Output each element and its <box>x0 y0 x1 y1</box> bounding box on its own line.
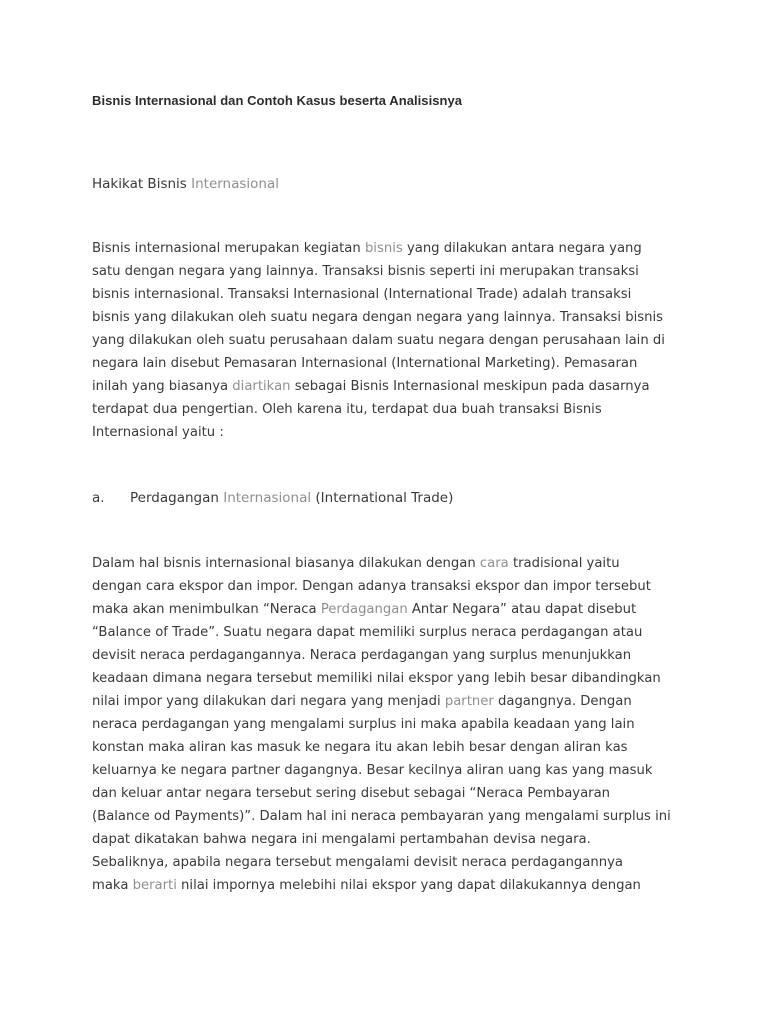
line-text-end: yang dilakukan antara negara yang <box>402 241 642 256</box>
line-text: dan keluar antar negara tersebut sering disebut sebagai “Neraca Pembayaran <box>92 786 611 801</box>
line-text: Internasional yaitu : <box>92 425 224 440</box>
intro-line <box>92 260 692 283</box>
line-text-end: sebagai Bisnis Internasional meskipun pada dasarnya <box>290 379 650 394</box>
inline-link[interactable]: Perdagangan <box>320 602 408 617</box>
intro-line <box>92 329 692 352</box>
inline-link[interactable]: partner <box>444 694 494 709</box>
line-text: neraca perdagangan yang mengalami surplus ini maka apabila keadaan yang lain <box>92 717 635 732</box>
trade-line <box>92 782 692 805</box>
line-text-end: Antar Negara” atau dapat disebut <box>407 602 637 617</box>
paragraph-intro <box>92 237 692 444</box>
trade-line <box>92 851 692 874</box>
list-item-link[interactable]: Internasional <box>223 490 312 506</box>
paragraph-trade <box>92 552 692 897</box>
intro-line <box>92 306 692 329</box>
line-text: keadaan dimana negara tersebut memiliki nilai ekspor yang lebih besar dibandingkan <box>92 671 661 686</box>
line-text-end: dagangnya. Dengan <box>493 694 632 709</box>
intro-line <box>92 352 692 375</box>
trade-line <box>92 736 692 759</box>
document-title: Bisnis Internasional dan Contoh Kasus beserta Analisisnya <box>92 93 463 108</box>
line-text: dapat dikatakan bahwa negara ini mengalami pertambahan devisa negara. <box>92 832 591 847</box>
inline-link[interactable]: bisnis <box>364 241 403 256</box>
intro-line <box>92 421 692 444</box>
line-text: dengan cara ekspor dan impor. Dengan adanya transaksi ekspor dan impor tersebut <box>92 579 651 594</box>
trade-line <box>92 644 692 667</box>
intro-line <box>92 398 692 421</box>
line-text: maka <box>92 878 133 893</box>
trade-line <box>92 575 692 598</box>
inline-link[interactable]: cara <box>479 556 509 571</box>
line-text: “Balance of Trade”. Suatu negara dapat memiliki surplus neraca perdagangan atau <box>92 625 643 640</box>
heading-text: Hakikat Bisnis <box>92 176 192 192</box>
section-heading <box>92 176 279 192</box>
line-text: Sebaliknya, apabila negara tersebut mengalami devisit neraca perdagangannya <box>92 855 623 870</box>
line-text: maka akan menimbulkan “Neraca <box>92 602 321 617</box>
trade-line <box>92 828 692 851</box>
inline-link[interactable]: berarti <box>132 878 177 893</box>
trade-line <box>92 874 692 897</box>
line-text: bisnis yang dilakukan oleh suatu negara dengan negara yang lainnya. Transaksi bisnis <box>92 310 664 325</box>
intro-line <box>92 375 692 398</box>
line-text-end: nilai impornya melebihi nilai ekspor yang dapat dilakukannya dengan <box>176 878 641 893</box>
trade-line <box>92 552 692 575</box>
line-text: Bisnis internasional merupakan kegiatan <box>92 241 365 256</box>
trade-line <box>92 713 692 736</box>
line-text: nilai impor yang dilakukan dari negara yang menjadi <box>92 694 445 709</box>
line-text: Dalam hal bisnis internasional biasanya dilakukan dengan <box>92 556 480 571</box>
line-text: bisnis internasional. Transaksi Internasional (International Trade) adalah transaksi <box>92 287 632 302</box>
line-text: devisit neraca perdagangannya. Neraca perdagangan yang surplus menunjukkan <box>92 648 632 663</box>
list-item-international-trade <box>92 490 453 506</box>
line-text: yang dilakukan oleh suatu perusahaan dalam suatu negara dengan perusahaan lain di <box>92 333 665 348</box>
heading-link[interactable]: Internasional <box>191 176 280 192</box>
trade-line <box>92 690 692 713</box>
line-text: inilah yang biasanya <box>92 379 233 394</box>
trade-line <box>92 759 692 782</box>
inline-link[interactable]: diartikan <box>232 379 291 394</box>
trade-line <box>92 667 692 690</box>
trade-line <box>92 598 692 621</box>
trade-line <box>92 621 692 644</box>
line-text: (Balance od Payments)”. Dalam hal ini neraca pembayaran yang mengalami surplus ini <box>92 809 671 824</box>
list-item-text: Perdagangan <box>130 490 224 506</box>
trade-line <box>92 805 692 828</box>
line-text: konstan maka aliran kas masuk ke negara itu akan lebih besar dengan aliran kas <box>92 740 628 755</box>
line-text: satu dengan negara yang lainnya. Transaksi bisnis seperti ini merupakan transaksi <box>92 264 639 279</box>
line-text: terdapat dua pengertian. Oleh karena itu, terdapat dua buah transaksi Bisnis <box>92 402 602 417</box>
intro-line <box>92 283 692 306</box>
line-text: keluarnya ke negara partner dagangnya. Besar kecilnya aliran uang kas yang masuk <box>92 763 653 778</box>
intro-line <box>92 237 692 260</box>
list-item-text-end: (International Trade) <box>311 490 454 506</box>
line-text-end: tradisional yaitu <box>508 556 620 571</box>
line-text: negara lain disebut Pemasaran Internasional (International Marketing). Pemasaran <box>92 356 638 371</box>
list-marker: a. <box>92 490 105 506</box>
